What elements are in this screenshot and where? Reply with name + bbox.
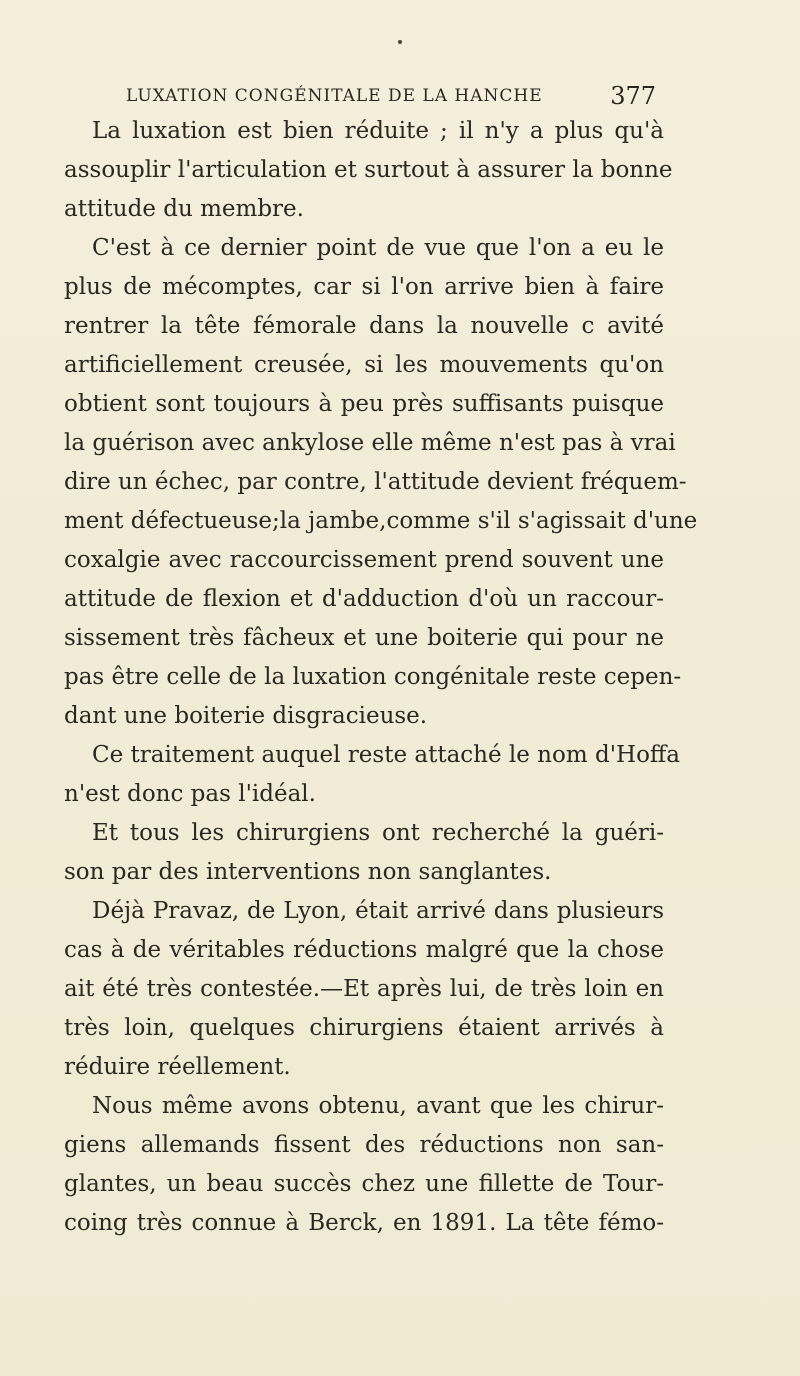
text-line: La luxation est bien réduite ; il n'y a plus qu'à [92,118,664,144]
text-line: très loin, quelques chirurgiens étaient arrivés à [64,1015,664,1041]
text-line: artificiellement creusée, si les mouvements qu'on [64,352,664,378]
running-title: LUXATION CONGÉNITALE DE LA HANCHE [126,86,543,106]
text-line: sissement très fâcheux et une boiterie qui pour ne [64,625,664,651]
text-line: Ce traitement auquel reste attaché le nom d'Hoffa [92,742,680,768]
text-line: attitude du membre. [64,196,304,222]
text-line: ment défectueuse;la jambe,comme s'il s'agissait d'une [64,508,698,534]
text-line: dire un échec, par contre, l'attitude devient fréquem- [64,469,687,495]
text-line: dant une boiterie disgracieuse. [64,703,428,729]
text-line: n'est donc pas l'idéal. [64,781,316,807]
text-line: Déjà Pravaz, de Lyon, était arrivé dans plusieurs [92,898,664,924]
text-line: C'est à ce dernier point de vue que l'on a eu le [92,235,664,261]
text-line: son par des interventions non sanglantes. [64,859,552,885]
text-line: obtient sont toujours à peu près suffisants puisque [64,391,664,417]
text-line: cas à de véritables réductions malgré que la chose [64,937,664,963]
text-line: réduire réellement. [64,1054,291,1080]
text-line: Et tous les chirurgiens ont recherché la guéri- [92,820,664,846]
text-line: pas être celle de la luxation congénitale reste cepen- [64,664,682,690]
text-line: coing très connue à Berck, en 1891. La tête fémo- [64,1210,664,1236]
page-header [126,82,656,112]
text-line: attitude de flexion et d'adduction d'où un raccour- [64,586,664,612]
page-number: 377 [610,82,656,110]
text-line: ait été très contestée.—Et après lui, de très loin en [64,976,664,1002]
body-text [64,112,698,1243]
text-line: glantes, un beau succès chez une fillette de Tour- [64,1171,664,1197]
text-line: coxalgie avec raccourcissement prend souvent une [64,547,664,573]
text-line: Nous même avons obtenu, avant que les chirur- [92,1093,664,1119]
text-line: la guérison avec ankylose elle même n'est pas à vrai [64,430,676,456]
text-line: assouplir l'articulation et surtout à assurer la bonne [64,157,673,183]
print-speck [398,40,402,44]
text-line: plus de mécomptes, car si l'on arrive bien à faire [64,274,664,300]
text-line: giens allemands fissent des réductions non san- [64,1132,664,1158]
text-line: rentrer la tête fémorale dans la nouvelle c avité [64,313,664,339]
